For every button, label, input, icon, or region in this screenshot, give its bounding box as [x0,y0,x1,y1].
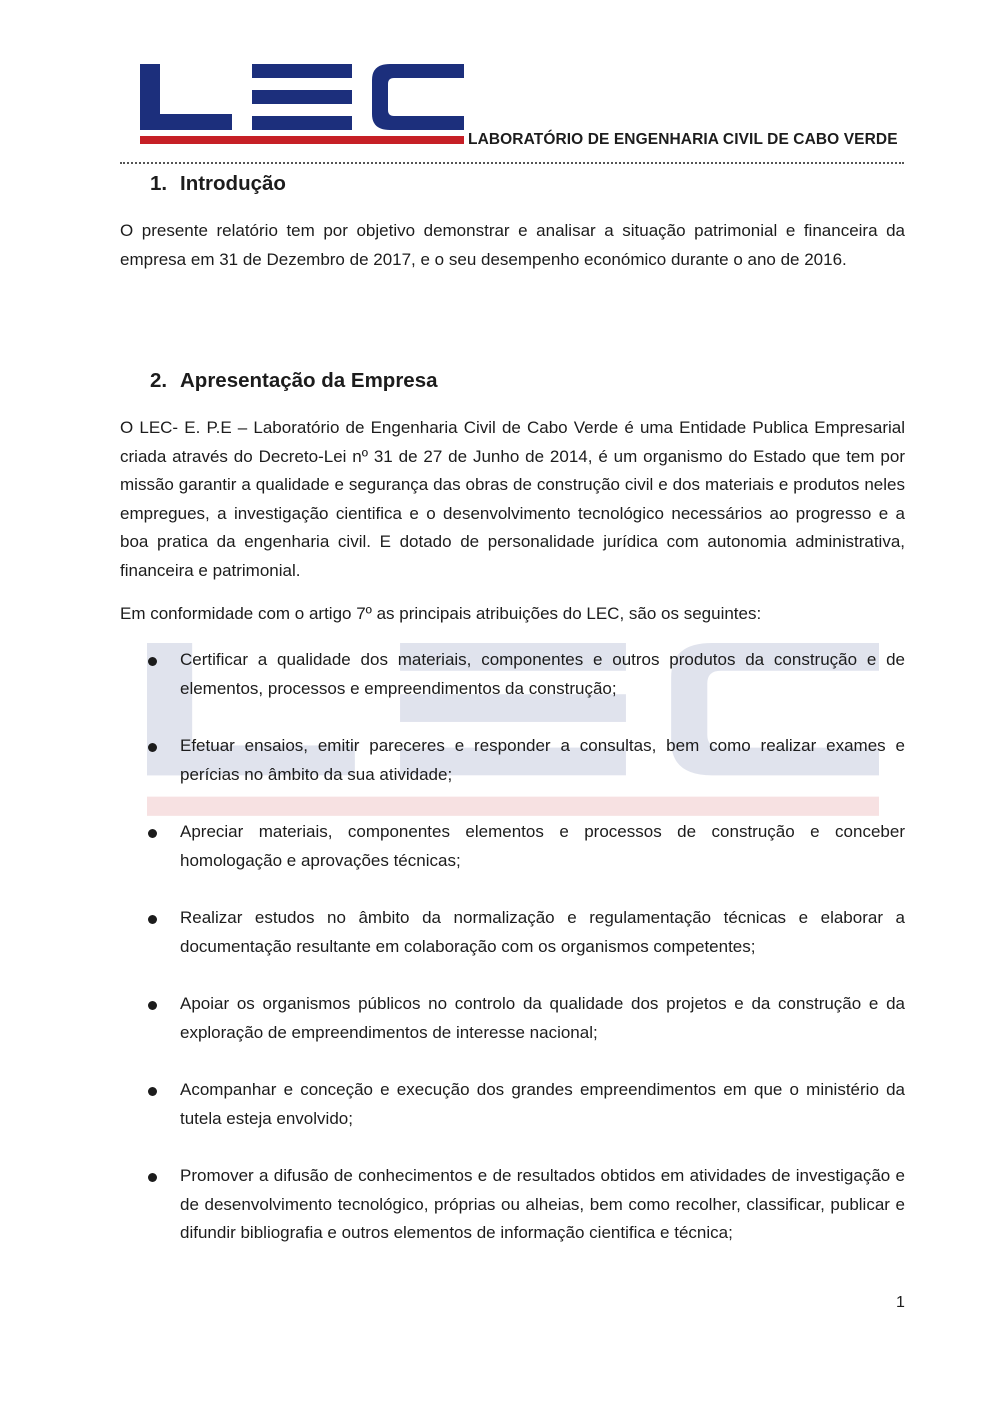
attributions-intro: Em conformidade com o artigo 7º as principais atribuições do LEC, são os seguintes: [120,604,762,623]
bullet-dot [148,657,157,666]
lec-logo [140,64,464,146]
bullet-dot [148,1087,157,1096]
list-item: Apoiar os organismos públicos no controlo da qualidade dos projetos e da construção e da exploração de empreendimentos de interesse nacional; [180,994,905,1042]
section-title: Apresentação da Empresa [180,369,438,392]
section-title: Introdução [180,172,286,195]
list-item: Certificar a qualidade dos materiais, componentes e outros produtos da construção e de elementos, processos e empreendimentos da construção; [180,650,905,698]
list-item: Efetuar ensaios, emitir pareceres e responder a consultas, bem como realizar exames e perícias no âmbito da sua atividade; [180,736,905,784]
section-number: 1. [150,172,168,195]
section-heading-apresentacao [150,369,438,393]
list-item: Apreciar materiais, componentes elementos e processos de construção e conceber homologação e aprovações técnicas; [180,822,905,870]
bullet-dot [148,829,157,838]
list-item: Promover a difusão de conhecimentos e de resultados obtidos em atividades de investigação e de desenvolvimento tecnológico, próprias ou alheias, bem como recolher, classificar, publicar e difundir bibliografia e outros elementos de informação cientifica e técnica; [180,1166,905,1242]
bullet-dot [148,1173,157,1182]
header-divider [120,162,904,164]
section-heading-introducao [150,172,286,196]
bullet-dot [148,1001,157,1010]
company-paragraph: O LEC- E. P.E – Laboratório de Engenharia Civil de Cabo Verde é uma Entidade Publica Empresarial criada através do Decreto-Lei nº 31 de 27 de Junho de 2014, é um organismo do Estado que tem por missão garantir a qualidade e segurança das obras de construção civil e dos materiais e produtos neles empregues, a investigação cientifica e o desenvolvimento tecnológico necessários ao progresso e a boa pratica da engenharia civil. E dotado de personalidade jurídica com autonomia administrativa, financeira e patrimonial. [120,418,905,580]
bullet-dot [148,915,157,924]
list-item: Realizar estudos no âmbito da normalização e regulamentação técnicas e elaborar a documentação resultante em colaboração com os organismos competentes; [180,908,905,956]
bullet-dot [148,743,157,752]
section-number: 2. [150,369,168,392]
organization-name: LABORATÓRIO DE ENGENHARIA CIVIL DE CABO VERDE [468,131,898,148]
page-number: 1 [896,1294,905,1311]
intro-paragraph: O presente relatório tem por objetivo demonstrar e analisar a situação patrimonial e financeira da empresa em 31 de Dezembro de 2017, e o seu desempenho económico durante o ano de 2016. [120,221,905,269]
list-item: Acompanhar e conceção e execução dos grandes empreendimentos em que o ministério da tutela esteja envolvido; [180,1080,905,1128]
